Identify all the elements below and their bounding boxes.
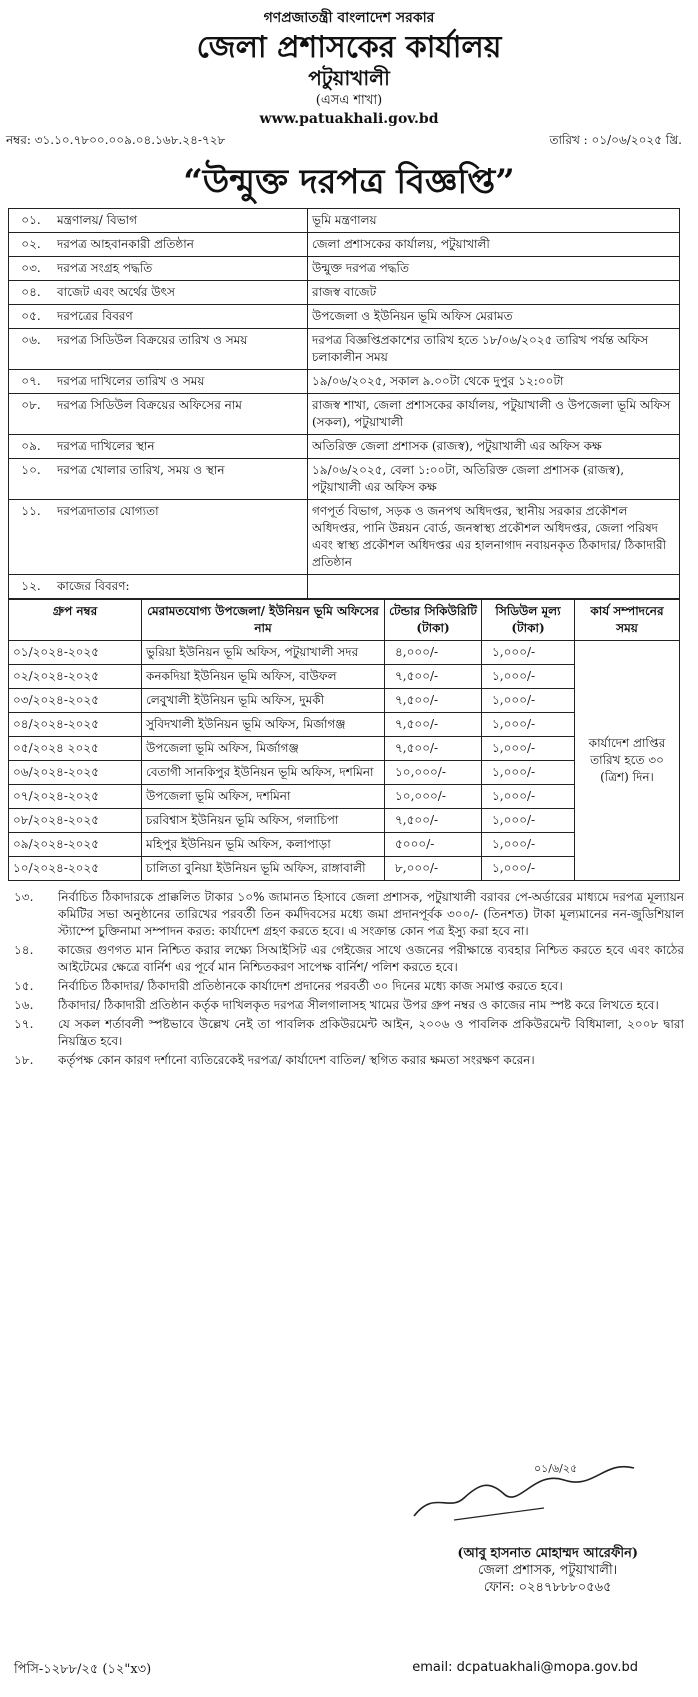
- info-number: ০৫.: [9, 305, 54, 329]
- info-label: দরপত্র দাখিলের স্থান: [53, 435, 308, 459]
- term-number: ১৪.: [14, 943, 34, 957]
- tender-security: ৭,৫০০/-: [385, 809, 482, 833]
- col-tender-security: টেন্ডার সিকিউরিটি (টাকা): [385, 600, 482, 641]
- schedule-fee: ১,০০০/-: [482, 689, 575, 713]
- info-label: দরপত্র দাখিলের তারিখ ও সময়: [53, 370, 308, 394]
- term-item: [14, 942, 684, 976]
- office-name: চরবিশ্বাস ইউনিয়ন ভূমি অফিস, গলাচিপা: [142, 809, 385, 833]
- info-label: দরপত্র আহবানকারী প্রতিষ্ঠান: [53, 233, 308, 257]
- info-row: [9, 575, 680, 599]
- footer: [14, 1660, 638, 1681]
- info-value: গণপূর্ত বিভাগ, সড়ক ও জনপথ অধিদপ্তর, স্থানীয় সরকার প্রকৌশল অধিদপ্তর, পানি উন্নয়ন বোর্ড, জনস্বাস্থ্য প্রকৌশল অধিদপ্তর, জেলা পরিষদ এবং স্বাস্থ্য প্রকৌশল অধিদপ্তর এর হালনাগাদ নবায়নকৃত ঠিকাদার/ ঠিকাদারী প্রতিষ্ঠান: [308, 500, 680, 575]
- reference-line: [0, 128, 698, 152]
- col-schedule-fee: সিডিউল মূল্য (টাকা): [482, 600, 575, 641]
- signatory-phone: ফোন: ০২৪৭৮৮৮০৫৬৫: [483, 1580, 612, 1595]
- letterhead: [0, 0, 698, 128]
- schedule-fee: ১,০০০/-: [482, 641, 575, 665]
- info-row: [9, 500, 680, 575]
- office-name: মহিপুর ইউনিয়ন ভূমি অফিস, কলাপাড়া: [142, 833, 385, 857]
- info-row: [9, 394, 680, 435]
- group-number: ০৮/২০২৪-২০২৫: [9, 809, 142, 833]
- term-number: ১৬.: [14, 998, 34, 1012]
- tender-security: ১০,০০০/-: [385, 785, 482, 809]
- term-item: [14, 1016, 684, 1050]
- schedule-fee: ১,০০০/-: [482, 713, 575, 737]
- tender-security: ৭,৫০০/-: [385, 713, 482, 737]
- terms-list: [0, 881, 698, 1069]
- tender-security: ৭,৫০০/-: [385, 689, 482, 713]
- col-completion-time: কার্য সম্পাদনের সময়: [575, 600, 680, 641]
- tender-security: ৪,০০০/-: [385, 641, 482, 665]
- term-number: ১৩.: [14, 890, 34, 904]
- info-row: [9, 257, 680, 281]
- col-group-number: গ্রুপ নম্বর: [9, 600, 142, 641]
- info-value: উপজেলা ও ইউনিয়ন ভূমি অফিস মেরামত: [308, 305, 680, 329]
- signatory-name: (আবু হাসনাত মোহাম্মদ আরেফীন): [457, 1546, 638, 1561]
- office-name: বেতাগী সানকিপুর ইউনিয়ন ভূমি অফিস, দশমিনা: [142, 761, 385, 785]
- schedule-fee: ১,০০০/-: [482, 761, 575, 785]
- group-number: ০৯/২০২৪-২০২৫: [9, 833, 142, 857]
- office-name: ভুরিয়া ইউনিয়ন ভূমি অফিস, পটুয়াখালী সদর: [142, 641, 385, 665]
- info-number: ০২.: [9, 233, 54, 257]
- col-office-name: মেরামতযোগ্য উপজেলা/ ইউনিয়ন ভূমি অফিসের নাম: [142, 600, 385, 641]
- info-value: অতিরিক্ত জেলা প্রশাসক (রাজস্ব), পটুয়াখালী এর অফিস কক্ষ: [308, 435, 680, 459]
- info-value: দরপত্র বিজ্ঞপ্তিপ্রকাশের তারিখ হতে ১৮/০৬/২০২৫ তারিখ পর্যন্ত অফিস চলাকালীন সময়: [308, 329, 680, 370]
- info-value: রাজস্ব বাজেট: [308, 281, 680, 305]
- tender-security: ৭,৫০০/-: [385, 737, 482, 761]
- group-number: ১০/২০২৪-২০২৫: [9, 857, 142, 881]
- group-number: ০৭/২০২৪-২০২৫: [9, 785, 142, 809]
- office-name: জেলা প্রশাসকের কার্যালয়: [196, 30, 502, 65]
- info-row: [9, 305, 680, 329]
- office-name: কনকদিয়া ইউনিয়ন ভূমি অফিস, বাউফল: [142, 665, 385, 689]
- group-number: ০৫/২০২৪ ২০২৫: [9, 737, 142, 761]
- group-number: ০৬/২০২৪-২০২৫: [9, 761, 142, 785]
- section-name: (এসএ শাখা): [315, 93, 383, 108]
- info-label: মন্ত্রণালয়/ বিভাগ: [53, 209, 308, 233]
- term-item: [14, 889, 684, 940]
- group-number: ০৪/২০২৪-২০২৫: [9, 713, 142, 737]
- term-item: [14, 978, 684, 995]
- info-value: ভূমি মন্ত্রণালয়: [308, 209, 680, 233]
- info-number: ১২.: [9, 575, 54, 599]
- signature-image: [394, 1450, 654, 1530]
- schedule-fee: ১,০০০/-: [482, 809, 575, 833]
- schedule-fee: ১,০০০/-: [482, 737, 575, 761]
- group-number: ০২/২০২৪-২০২৫: [9, 665, 142, 689]
- tender-info-table: [8, 208, 680, 599]
- government-name: গণপ্রজাতন্ত্রী বাংলাদেশ সরকার: [263, 10, 435, 26]
- info-row: [9, 370, 680, 394]
- info-number: ০১.: [9, 209, 54, 233]
- tender-security: ৮,০০০/-: [385, 857, 482, 881]
- info-row: [9, 459, 680, 500]
- info-row: [9, 329, 680, 370]
- work-groups-table: [8, 599, 680, 881]
- tender-security: ৫০০০/-: [385, 833, 482, 857]
- term-text: কর্তৃপক্ষ কোন কারণ দর্শানো ব্যতিরেকেই দরপত্র/ কার্যাদেশ বাতিল/ স্থগিত করার ক্ষমতা সংরক্ষণ করেন।: [58, 1053, 535, 1067]
- info-label: কাজের বিবরণ:: [53, 575, 308, 599]
- tender-security: ৭,৫০০/-: [385, 665, 482, 689]
- signatory-designation: জেলা প্রশাসক, পটুয়াখালী।: [478, 1563, 618, 1578]
- table-header-row: [9, 600, 680, 641]
- schedule-fee: ১,০০০/-: [482, 665, 575, 689]
- memo-number: নম্বর: ৩১.১০.৭৮০০.০০৯.০৪.১৬৮.২৪-৭২৮: [6, 133, 226, 147]
- contact-email[interactable]: email: dcpatuakhali@mopa.gov.bd: [412, 1660, 638, 1675]
- signature-date: ০১/৬/২৫: [534, 1462, 578, 1475]
- info-value: ১৯/০৬/২০২৫, সকাল ৯.০০টা থেকে দুপুর ১২:০০টা: [308, 370, 680, 394]
- website-link[interactable]: www.patuakhali.gov.bd: [259, 111, 439, 127]
- info-value: ১৯/০৬/২০২৫, বেলা ১:০০টা, অতিরিক্ত জেলা প্রশাসক (রাজস্ব), পটুয়াখালী এর অফিস কক্ষ: [308, 459, 680, 500]
- signatory-block: [457, 1545, 638, 1596]
- info-number: ০৭.: [9, 370, 54, 394]
- info-label: দরপত্রদাতার যোগ্যতা: [53, 500, 308, 575]
- term-text: নির্বাচিত ঠিকাদার/ ঠিকাদারী প্রতিষ্ঠানকে কার্যাদেশ প্রদানের পরবর্তী ৩০ দিনের মধ্যে কাজ সমাপ্ত করতে হবে।: [58, 979, 563, 993]
- term-item: [14, 1052, 684, 1069]
- term-number: ১৭.: [14, 1017, 34, 1031]
- info-value: জেলা প্রশাসকের কার্যালয়, পটুয়াখালী: [308, 233, 680, 257]
- office-name: লেবুখালী ইউনিয়ন ভূমি অফিস, দুমকী: [142, 689, 385, 713]
- publication-code: পিসি-১২৮৮/২৫ (১২"x৩): [14, 1662, 152, 1677]
- notice-title: “উন্মুক্ত দরপত্র বিজ্ঞপ্তি”: [183, 162, 515, 202]
- schedule-fee: ১,০০০/-: [482, 785, 575, 809]
- office-name: উপজেলা ভূমি অফিস, দশমিনা: [142, 785, 385, 809]
- term-number: ১৫.: [14, 979, 34, 993]
- info-label: দরপত্র সিডিউল বিক্রয়ের তারিখ ও সময়: [53, 329, 308, 370]
- term-item: [14, 997, 684, 1014]
- term-text: নির্বাচিত ঠিকাদারকে প্রাক্কলিত টাকার ১০% জামানত হিসাবে জেলা প্রশাসক, পটুয়াখালী বরাবর পে-অর্ডারের মাধ্যমে দরপত্র মূল্যায়ন কমিটির সভা অনুষ্ঠানের তারিখের পরবর্তী তিন কর্মদিবসের মধ্যে জমা প্রদানপূর্বক ৩০০/- (তিনশত) টাকা মূল্যমানের নন-জুডিশিয়াল স্ট্যাম্পে চুক্তিনামা সম্পাদন করত: কার্যাদেশ গ্রহণ করতে হবে। এ সংক্রান্ত কোন পত্র ইস্যু করা হবে না।: [58, 890, 684, 938]
- completion-time: কার্যাদেশ প্রাপ্তির তারিখ হতে ৩০ (ত্রিশ) দিন।: [575, 641, 680, 881]
- term-text: কাজের গুণগত মান নিশ্চিত করার লক্ষ্যে সিআইসিট এর গেইজের সাথে ওজনের পরীক্ষান্তে ব্যবহার নিশ্চিত করতে হবে এবং কাঠের আইটেমের ক্ষেত্রে বার্নিশ এর পূর্বে মান নিশ্চিতকরণ সাপেক্ষ বার্নিশ/ পলিশ করতে হবে।: [58, 943, 684, 974]
- info-number: ০৪.: [9, 281, 54, 305]
- info-label: বাজেট এবং অর্থের উৎস: [53, 281, 308, 305]
- schedule-fee: ১,০০০/-: [482, 833, 575, 857]
- tender-security: ১০,০০০/-: [385, 761, 482, 785]
- term-text: ঠিকাদার/ ঠিকাদারী প্রতিষ্ঠান কর্তৃক দাখিলকৃত দরপত্র সীলগালাসহ খামের উপর গ্রুপ নম্বর ও কাজের নাম স্পষ্ট করে লিখতে হবে।: [58, 998, 659, 1012]
- info-number: ০৩.: [9, 257, 54, 281]
- info-row: [9, 435, 680, 459]
- office-name: চালিতা বুনিয়া ইউনিয়ন ভূমি অফিস, রাঙ্গাবালী: [142, 857, 385, 881]
- term-text: যে সকল শর্তাবলী স্পষ্টভাবে উল্লেখ নেই তা পাবলিক প্রকিউরমেন্ট আইন, ২০০৬ ও পাবলিক প্রকিউরমেন্ট বিধিমালা, ২০০৮ দ্বারা নিয়ন্ত্রিত হবে।: [58, 1017, 684, 1048]
- office-name: সুবিদখালী ইউনিয়ন ভূমি অফিস, মির্জাগঞ্জ: [142, 713, 385, 737]
- info-number: ০৯.: [9, 435, 54, 459]
- info-row: [9, 233, 680, 257]
- info-row: [9, 281, 680, 305]
- issue-date: তারিখ : ০১/০৬/২০২৫ খ্রি.: [549, 133, 682, 147]
- info-value: রাজস্ব শাখা, জেলা প্রশাসকের কার্যালয়, পটুয়াখালী ও উপজেলা ভূমি অফিস (সকল), পটুয়াখালী: [308, 394, 680, 435]
- info-value: উন্মুক্ত দরপত্র পদ্ধতি: [308, 257, 680, 281]
- group-number: ০১/২০২৪-২০২৫: [9, 641, 142, 665]
- info-row: [9, 209, 680, 233]
- table-row: [9, 641, 680, 665]
- info-value: [308, 575, 680, 599]
- schedule-fee: ১,০০০/-: [482, 857, 575, 881]
- info-number: ১১.: [9, 500, 54, 575]
- info-number: ০৬.: [9, 329, 54, 370]
- term-number: ১৮.: [14, 1053, 34, 1067]
- group-number: ০৩/২০২৪-২০২৫: [9, 689, 142, 713]
- district-name: পটুয়াখালী: [308, 66, 390, 90]
- info-number: ০৮.: [9, 394, 54, 435]
- info-label: দরপত্র খোলার তারিখ, সময় ও স্থান: [53, 459, 308, 500]
- office-name: উপজেলা ভূমি অফিস, মির্জাগঞ্জ: [142, 737, 385, 761]
- info-label: দরপত্র সিডিউল বিক্রয়ের অফিসের নাম: [53, 394, 308, 435]
- info-number: ১০.: [9, 459, 54, 500]
- info-label: দরপত্র সংগ্রহ পদ্ধতি: [53, 257, 308, 281]
- info-label: দরপত্রের বিবরণ: [53, 305, 308, 329]
